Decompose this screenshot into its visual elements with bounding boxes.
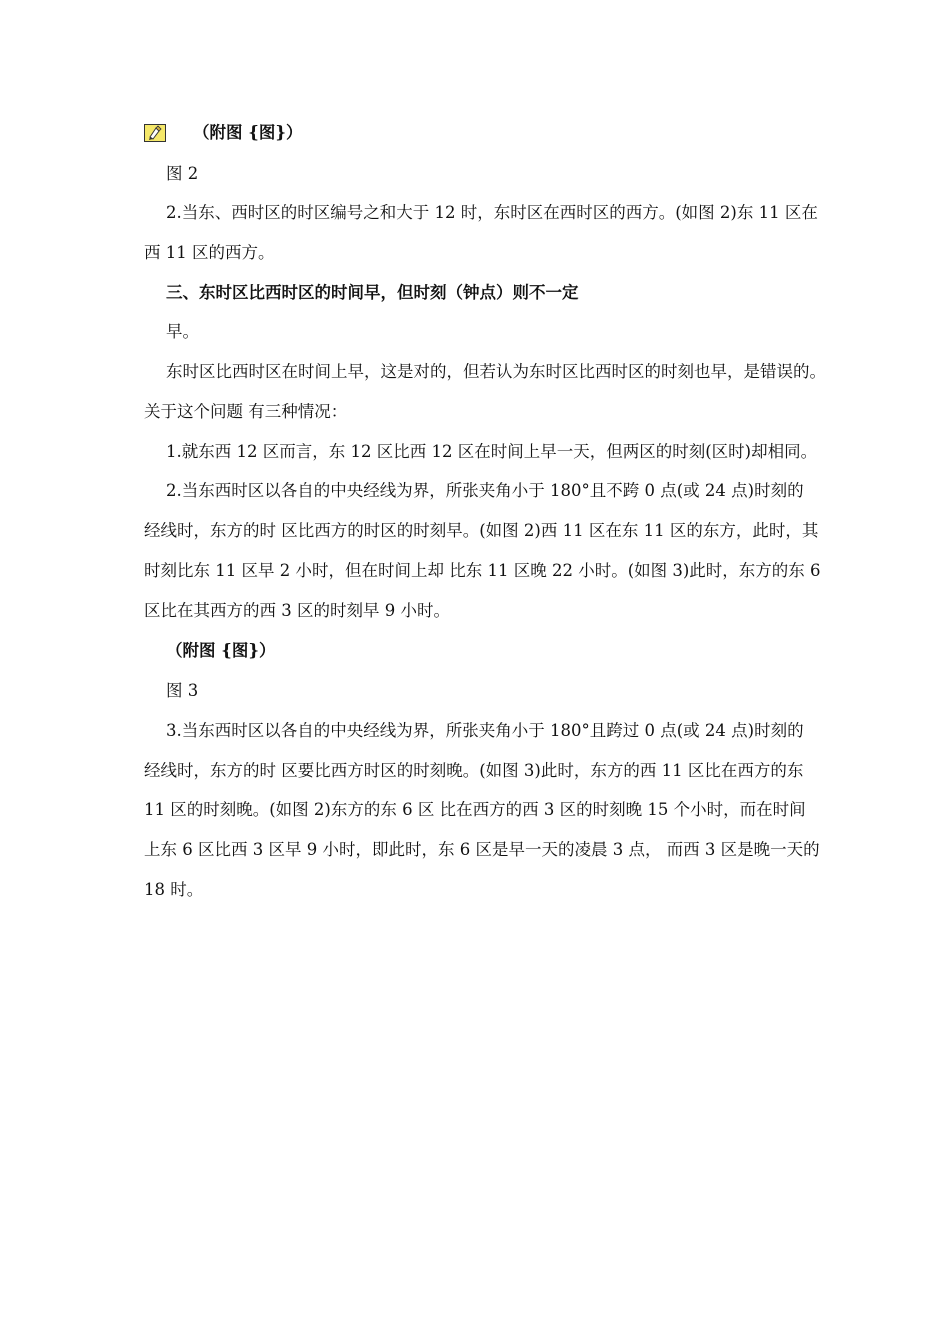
paragraph-line: 区比在其西方的西 3 区的时刻早 9 小时。: [144, 601, 450, 620]
paragraph-line: 18 时。: [144, 880, 204, 899]
figure-label: 图 3: [166, 681, 199, 700]
figure-label: 图 2: [166, 164, 199, 183]
paragraph-line: 西 11 区的西方。: [144, 243, 275, 262]
paragraph-line: 经线时，东方的时 区比西方的时区的时刻早。(如图 2)西 11 区在东 11 区的东方，此时，其: [144, 521, 819, 540]
paragraph-line: 时刻比东 11 区早 2 小时，但在时间上却 比东 11 区晚 22 小时。(如图 3)此时，东方的东 6: [144, 561, 821, 580]
paragraph-line: 1.就东西 12 区而言，东 12 区比西 12 区在时间上早一天，但两区的时刻(区时)却相同。: [166, 442, 818, 461]
section-heading-continuation: 早。: [166, 322, 199, 341]
paragraph-line: 3.当东西时区以各自的中央经线为界，所张夹角小于 180°且跨过 0 点(或 24 点)时刻的: [166, 721, 804, 740]
paragraph-line: 2.当东、西时区的时区编号之和大于 12 时，东时区在西时区的西方。(如图 2)东 11 区在: [166, 203, 818, 222]
paragraph-line: 2.当东西时区以各自的中央经线为界，所张夹角小于 180°且不跨 0 点(或 24 点)时刻的: [166, 481, 804, 500]
image-placeholder-icon: [144, 124, 166, 142]
figure-caption: （附图 {图}）: [166, 641, 276, 660]
paragraph-line: 经线时，东方的时 区要比西方时区的时刻晚。(如图 3)此时，东方的西 11 区比在西方的东: [144, 761, 804, 780]
section-heading: 三、东时区比西时区的时间早，但时刻（钟点）则不一定: [166, 283, 579, 302]
paragraph-line: 东时区比西时区在时间上早，这是对的，但若认为东时区比西时区的时刻也早，是错误的。: [166, 362, 826, 381]
figure-caption: （附图 {图}）: [193, 123, 303, 142]
paragraph-line: 上东 6 区比西 3 区早 9 小时，即此时，东 6 区是早一天的凌晨 3 点， 而西 3 区是晚一天的: [144, 840, 820, 859]
paragraph-line: 关于这个问题 有三种情况：: [144, 402, 348, 421]
paragraph-line: 11 区的时刻晚。(如图 2)东方的东 6 区 比在西方的西 3 区的时刻晚 15 个小时，而在时间: [144, 800, 806, 819]
